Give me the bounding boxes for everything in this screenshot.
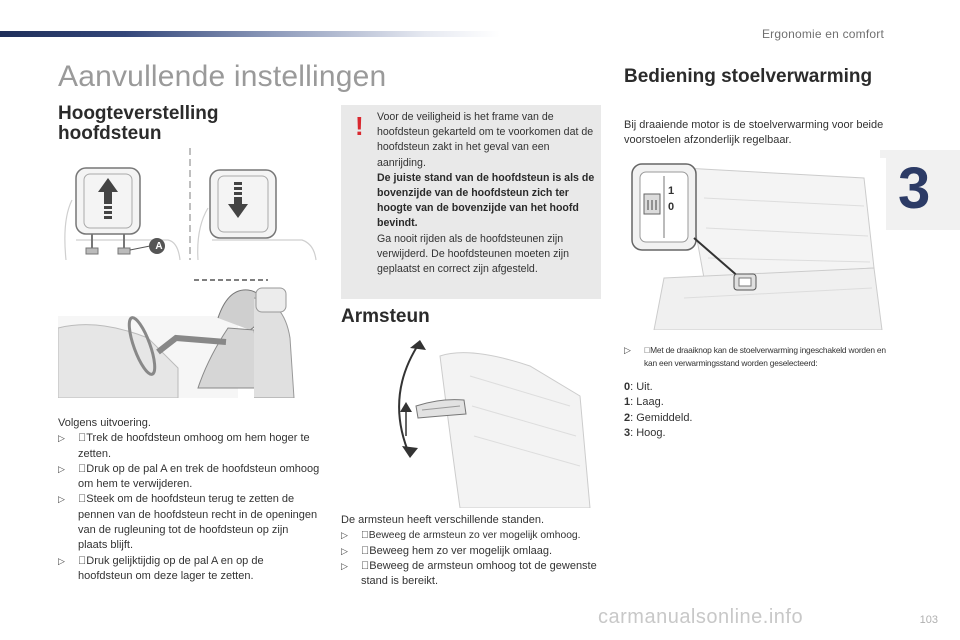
warning-text: [377, 110, 597, 277]
level-key: 0: [624, 381, 631, 393]
step-text: Steek om de hoofdsteun terug te zetten de pennen van de hoofdsteun recht in de openingen van de rugleuning tot de hoofdsteun op zijn plaats blijft.: [78, 493, 318, 552]
level-key: 2: [624, 411, 631, 424]
chapter-number: 3: [898, 156, 931, 221]
bullet-icon: ▷: [624, 345, 631, 355]
bullet-icon: ▷: [341, 545, 348, 556]
driver-posture-illustration: [58, 278, 318, 398]
bullet-icon: ▷: [58, 555, 65, 566]
level-label: : Gemiddeld.: [630, 411, 693, 424]
page-title: Aanvullende instellingen: [58, 60, 387, 93]
watermark: carmanualsonline.info: [598, 606, 804, 628]
list-item: [341, 528, 603, 543]
list-item: [341, 544, 603, 559]
stoelverwarming-intro: Bij draaiende motor is de stoelverwarming voor beide voorstoelen afzonderlijk regelbaar.: [624, 119, 884, 147]
armsteun-text: [341, 513, 603, 589]
list-item: [624, 395, 824, 410]
list-item: [624, 426, 824, 441]
level-label: : Uit.: [630, 381, 653, 393]
note-text: Met de draaiknop kan de stoelverwarming ingeschakeld worden en kan een verwarmingsstand worden geselecteerd:: [644, 345, 886, 368]
stoelverwarming-note: [624, 344, 894, 370]
heading-stoelverwarming: Bediening stoelverwarming: [624, 66, 873, 87]
header-gradient-bar: [0, 31, 500, 37]
list-item: [624, 344, 894, 370]
list-item: [341, 559, 603, 590]
list-item: [624, 411, 824, 426]
dial-label-1: 1: [668, 185, 675, 197]
level-key: 1: [624, 396, 631, 409]
step-text: Druk gelijktijdig op de pal A en op de hoofdsteun om deze lager te zetten.: [78, 554, 264, 582]
step-text: Beweeg hem zo ver mogelijk omlaag.: [369, 544, 553, 557]
heating-levels: [624, 380, 824, 441]
level-label: : Laag.: [630, 396, 664, 409]
list-item: [624, 380, 824, 395]
bullet-icon: ▷: [58, 433, 65, 444]
headrest-lower-illustration: [188, 148, 318, 266]
level-key: 3: [624, 426, 631, 439]
section-name: Ergonomie en comfort: [761, 27, 884, 41]
warning-text-1: Voor de veiligheid is het frame van de hoofdsteun gekarteld om te voorkomen dat de hoofdsteun zakt in het geval van een aanrijding.: [377, 111, 594, 169]
armrest-illustration: [380, 336, 600, 508]
hoogteverstelling-intro: Volgens uitvoering.: [58, 417, 151, 429]
warning-text-2: Ga nooit rijden als de hoofdsteunen zijn verwijderd. De hoofdsteunen moeten zijn geplaatst en correct zijn afgesteld.: [377, 232, 569, 276]
warning-text-bold: De juiste stand van de hoofdsteun is als de bovenzijde van de hoofdsteun zich ter hoogte van de bovenzijde van het hoofd bevindt.: [377, 171, 595, 230]
step-text: Beweeg de armsteun zo ver mogelijk omhoog.: [368, 530, 581, 542]
level-label: : Hoog.: [630, 426, 666, 439]
list-item: [58, 492, 320, 553]
warning-icon: !: [355, 111, 364, 141]
hoogteverstelling-text: [58, 416, 320, 584]
armsteun-intro: De armsteun heeft verschillende standen.: [341, 514, 545, 526]
page-number: 103: [919, 614, 938, 626]
list-item: [58, 431, 320, 462]
step-text: Trek de hoofdsteun omhoog om hem hoger te zetten.: [78, 432, 310, 460]
list-item: [58, 462, 320, 493]
heading-armsteun: Armsteun: [341, 306, 430, 327]
dial-label-0: 0: [668, 201, 675, 213]
bullet-icon: ▷: [58, 463, 65, 474]
seat-heating-illustration: [624, 158, 886, 330]
bullet-icon: ▷: [341, 560, 348, 571]
heading-hoogteverstelling: Hoogteverstelling hoofdsteun: [58, 103, 219, 144]
list-item: [58, 554, 320, 585]
warning-box: [341, 105, 601, 299]
bullet-icon: ▷: [341, 530, 348, 541]
step-text: Druk op de pal A en trek de hoofdsteun omhoog om hem te verwijderen.: [78, 462, 320, 491]
headrest-raise-illustration: [58, 160, 183, 265]
step-text: Beweeg de armsteun omhoog tot de gewenste stand is bereikt.: [361, 559, 597, 588]
bullet-icon: ▷: [58, 494, 65, 505]
label-a-callout: A: [155, 241, 163, 252]
